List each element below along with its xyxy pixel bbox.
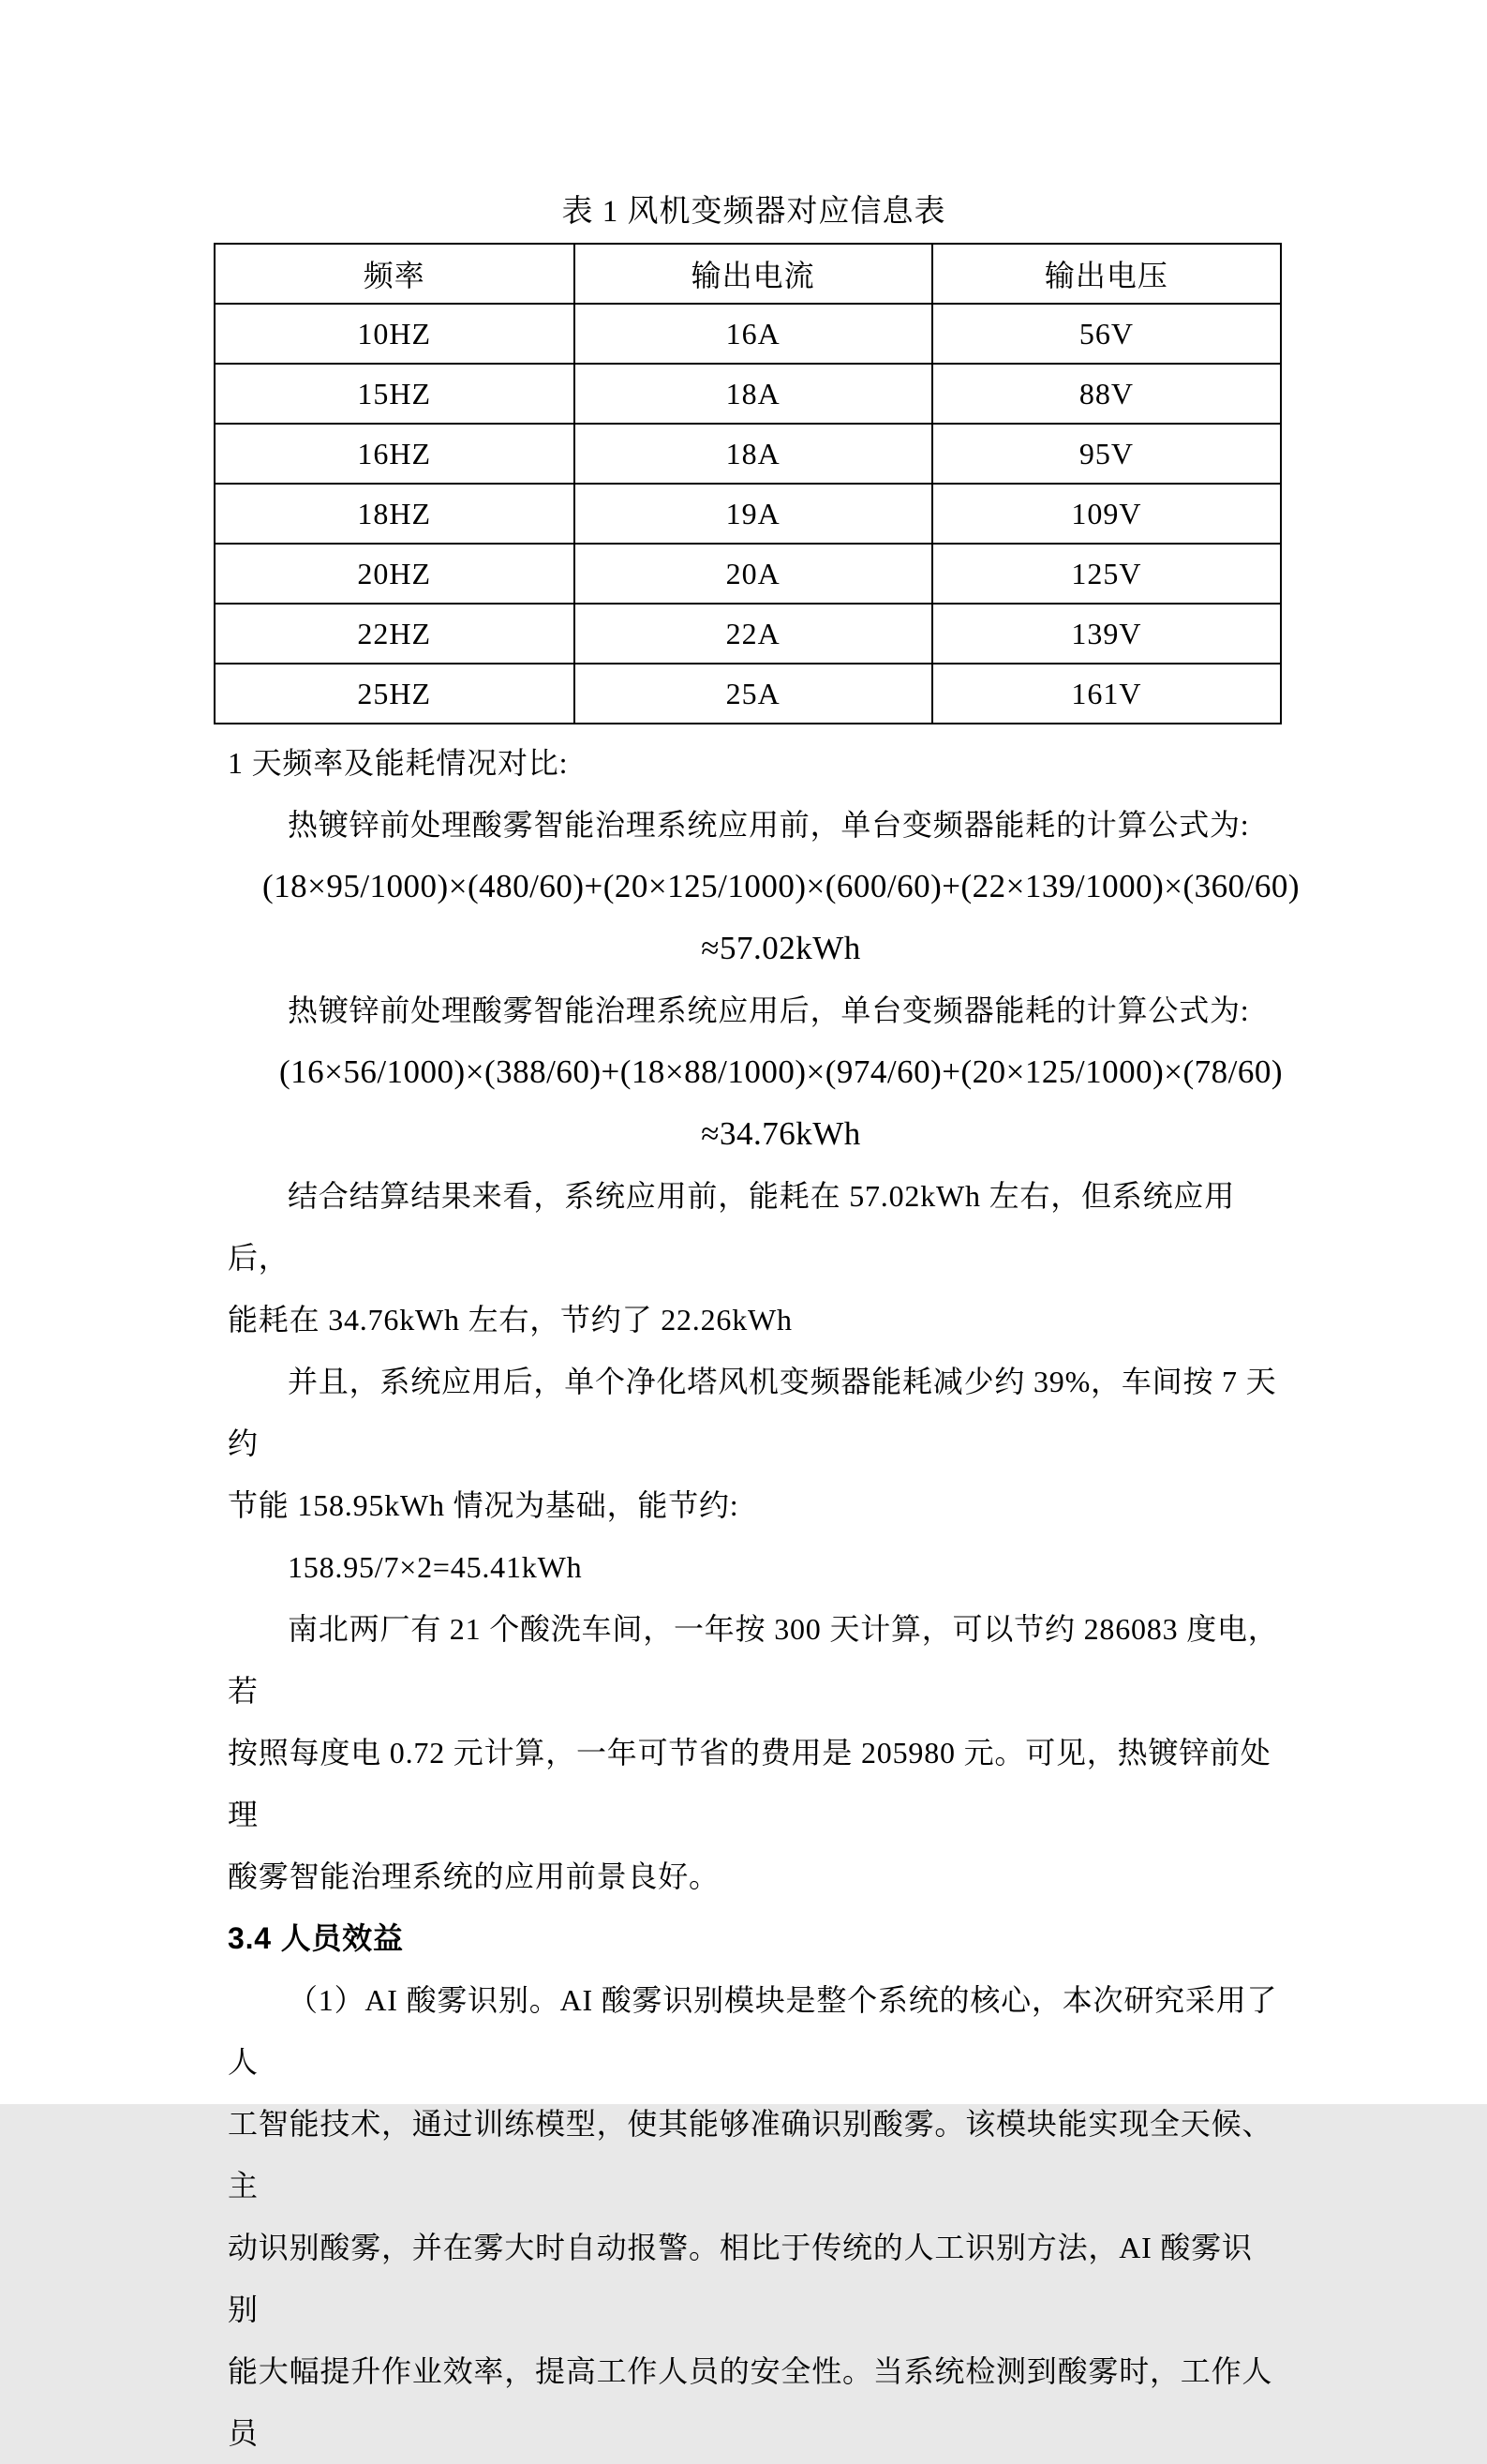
cell-voltage: 125V — [932, 544, 1281, 604]
table-caption: 表 1 风机变频器对应信息表 — [561, 195, 946, 229]
formula-line: (18×95/1000)×(480/60)+(20×125/1000)×(600/60)+(22×139/1000)×(360/60) — [261, 868, 1301, 904]
cell-voltage: 56V — [932, 304, 1281, 364]
header-output-voltage: 输出电压 — [932, 244, 1281, 304]
paragraph-line: 南北两厂有 21 个酸洗车间，一年按 300 天计算，可以节约 286083 度电，若 — [228, 1612, 1279, 1708]
paragraph-line: 能大幅提升作业效率，提高工作人员的安全性。当系统检测到酸雾时，工作人员 — [228, 2354, 1273, 2450]
table-row — [215, 424, 1281, 484]
paragraph-line: 并且，系统应用后，单个净化塔风机变频器能耗减少约 39%，车间按 7 天约 — [228, 1365, 1277, 1460]
table-row — [215, 604, 1281, 664]
header-output-current: 输出电流 — [574, 244, 932, 304]
formula-result: ≈57.02kWh — [701, 930, 861, 966]
calculation-line: 158.95/7×2=45.41kWh — [288, 1550, 583, 1584]
cell-voltage: 139V — [932, 604, 1281, 664]
cell-frequency: 18HZ — [215, 484, 574, 544]
cell-current: 19A — [574, 484, 932, 544]
cell-frequency: 16HZ — [215, 424, 574, 484]
cell-frequency: 22HZ — [215, 604, 574, 664]
paragraph-line: 动识别酸雾，并在雾大时自动报警。相比于传统的人工识别方法，AI 酸雾识别 — [228, 2231, 1253, 2326]
paragraph-line: 节能 158.95kWh 情况为基础，能节约: — [228, 1488, 739, 1522]
table-row — [215, 544, 1281, 604]
formula-result: ≈34.76kWh — [701, 1115, 861, 1152]
cell-voltage: 161V — [932, 664, 1281, 724]
paragraph-line: 按照每度电 0.72 元计算，一年可节省的费用是 205980 元。可见，热镀锌前处理 — [228, 1736, 1271, 1831]
table-header-row — [215, 244, 1281, 304]
table-row — [215, 304, 1281, 364]
cell-current: 18A — [574, 424, 932, 484]
paragraph-line: 结合结算结果来看，系统应用前，能耗在 57.02kWh 左右，但系统应用后， — [228, 1179, 1236, 1275]
cell-current: 16A — [574, 304, 932, 364]
cell-voltage: 95V — [932, 424, 1281, 484]
paragraph-line: 能耗在 34.76kWh 左右，节约了 22.26kWh — [228, 1303, 793, 1337]
cell-current: 22A — [574, 604, 932, 664]
formula-line: (16×56/1000)×(388/60)+(18×88/1000)×(974/60)+(20×125/1000)×(78/60) — [278, 1053, 1284, 1090]
header-frequency: 频率 — [215, 244, 574, 304]
table-row — [215, 484, 1281, 544]
section-heading: 3.4 人员效益 — [228, 1921, 404, 1955]
paragraph-line: 热镀锌前处理酸雾智能治理系统应用后，单台变频器能耗的计算公式为: — [288, 993, 1250, 1027]
body-text — [228, 732, 1301, 2464]
cell-frequency: 10HZ — [215, 304, 574, 364]
cell-frequency: 25HZ — [215, 664, 574, 724]
cell-frequency: 20HZ — [215, 544, 574, 604]
cell-frequency: 15HZ — [215, 364, 574, 424]
cell-current: 18A — [574, 364, 932, 424]
paragraph-line: 酸雾智能治理系统的应用前景良好。 — [228, 1859, 720, 1893]
paragraph-line: （1）AI 酸雾识别。AI 酸雾识别模块是整个系统的核心，本次研究采用了人 — [228, 1983, 1278, 2079]
paragraph-line: 工智能技术，通过训练模型，使其能够准确识别酸雾。该模块能实现全天候、主 — [228, 2107, 1273, 2203]
paragraph-line: 1 天频率及能耗情况对比: — [228, 746, 569, 780]
cell-voltage: 88V — [932, 364, 1281, 424]
fan-inverter-table — [214, 243, 1282, 724]
table-row — [215, 364, 1281, 424]
cell-current: 20A — [574, 544, 932, 604]
cell-voltage: 109V — [932, 484, 1281, 544]
paragraph-line: 热镀锌前处理酸雾智能治理系统应用前，单台变频器能耗的计算公式为: — [288, 808, 1250, 842]
table-row — [215, 664, 1281, 724]
cell-current: 25A — [574, 664, 932, 724]
